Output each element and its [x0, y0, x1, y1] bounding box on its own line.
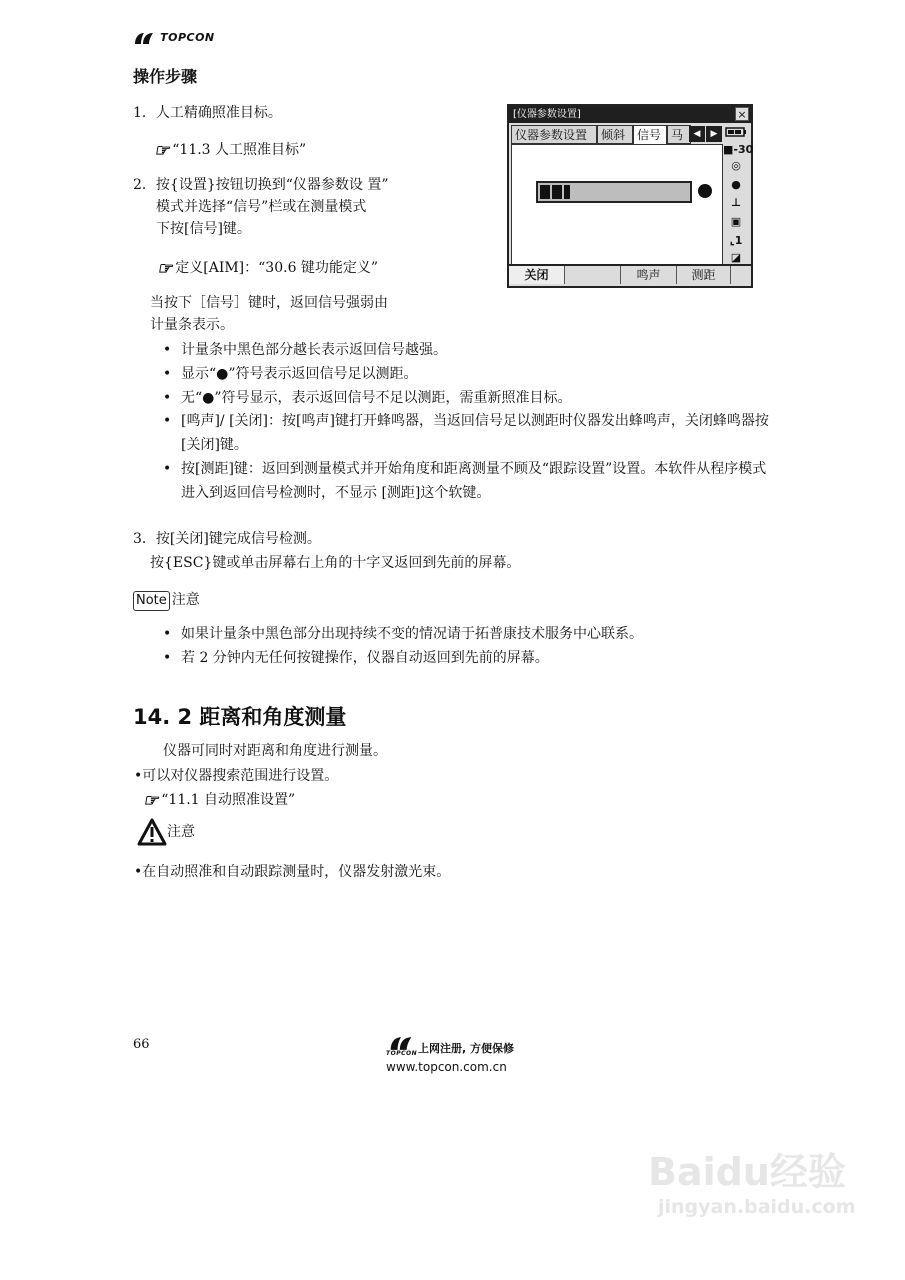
close-softkey[interactable]: 关闭 [509, 266, 565, 284]
tab-tilt[interactable]: 倾斜 [597, 125, 633, 144]
laser-icon: ◎ [731, 159, 741, 172]
empty-softkey[interactable] [565, 266, 621, 284]
tab-instrument-params[interactable]: 仪器参数设置 [511, 125, 597, 144]
procedure-heading: 操作步骤 [133, 67, 198, 86]
step-3-line-1: 3．按[关闭]键完成信号检测。 [133, 531, 321, 547]
caution-label: 注意 [167, 824, 195, 840]
reference-2-text: 定义[AIM]：“30.6 键功能定义” [175, 260, 379, 276]
caution-text: •在自动照准和自动跟踪测量时，仪器发射激光束。 [134, 864, 451, 880]
target-icon: ● [731, 178, 741, 191]
reference-2 [157, 258, 378, 279]
footer-url[interactable]: www.topcon.com.cn [386, 1060, 507, 1074]
footer-logo [386, 1035, 526, 1079]
section-reference-text: “11.1 自动照准设置” [161, 792, 296, 808]
reference-1-text: “11.3 人工照准目标” [172, 142, 307, 158]
pointing-hand-icon: ☞ [154, 141, 169, 161]
baidu-watermark-url: jingyan.baidu.com [658, 1196, 856, 1218]
measure-softkey[interactable]: 测距 [677, 266, 731, 284]
tab-signal[interactable]: 信号 [633, 125, 667, 144]
bullet-item: • 显示“●”符号表示返回信号足以测距。 [163, 366, 418, 382]
bullet-item: • 按[测距]键：返回到测量模式并开始角度和距离测量不顾及“跟踪设置”设置。本软件从程序模式进入到返回信号检测时，不显示 [测距]这个软键。 [163, 461, 767, 501]
baidu-watermark-logo: Baidu经验 [648, 1150, 846, 1194]
footer-brand: TOPCON [386, 1050, 418, 1057]
topcon-wordmark: TOPCON [160, 31, 215, 44]
step-1: 1．人工精确照准目标。 [133, 105, 282, 121]
screen-title-bar [509, 106, 751, 123]
topcon-mark-icon [388, 1035, 414, 1051]
signal-panel [511, 144, 723, 266]
section-intro: 仪器可同时对距离和角度进行测量。 [163, 743, 387, 759]
paragraph-line-1: 当按下［信号］键时，返回信号强弱由 [150, 295, 388, 311]
edit-icon: ◪ [730, 251, 742, 264]
note-bullet: • 若 2 分钟内无任何按键操作，仪器自动返回到先前的屏幕。 [163, 650, 549, 666]
tab-scroll-right-icon[interactable]: ▶ [706, 126, 722, 142]
beep-softkey[interactable]: 鸣声 [621, 266, 677, 284]
bullet-item: • 计量条中黑色部分越长表示返回信号越强。 [163, 342, 447, 358]
close-icon[interactable]: × [735, 107, 749, 121]
signal-meter-fill [540, 185, 570, 199]
instrument-screen [507, 104, 753, 288]
step-2-line-1: 2．按{设置}按钮切换到“仪器参数设 置” [133, 177, 389, 193]
page-number: 66 [133, 1037, 150, 1052]
warning-icon [137, 818, 167, 846]
footer-slogan: 上网注册, 方便保修 [418, 1042, 515, 1055]
topcon-mark-icon [133, 31, 155, 45]
pointing-hand-icon: ☞ [157, 259, 172, 279]
signal-ok-dot-icon [698, 184, 712, 198]
note-icon: Note [133, 591, 170, 611]
softkey-bar [509, 264, 751, 286]
prism-constant-icon: ■-30 [723, 143, 754, 156]
input-mode-icon: ⌞1 [729, 234, 743, 247]
bullet-item: • 无“●”符号显示，表示返回信号不足以测距，需重新照准目标。 [163, 390, 572, 406]
paragraph-line-2: 计量条表示。 [150, 317, 234, 333]
screen-title: [仪器参数设置] [513, 109, 581, 120]
pointing-hand-icon: ☞ [143, 791, 158, 811]
reference-1 [154, 140, 306, 161]
step-2-line-2: 模式并选择“信号”栏或在测量模式 [156, 199, 367, 215]
step-2-line-3: 下按[信号]键。 [156, 221, 251, 237]
caution-heading [137, 818, 195, 846]
bullet-item: • [鸣声]/ [关闭]：按[鸣声]键打开蜂鸣器，当返回信号足以测距时仪器发出蜂鸣声，关闭蜂鸣器按[关闭]键。 [163, 413, 769, 453]
note-heading [133, 590, 200, 611]
note-bullet: • 如果计量条中黑色部分出现持续不变的情况请于拓普康技术服务中心联系。 [163, 626, 643, 642]
section-title: 14. 2 距离和角度测量 [133, 705, 347, 729]
step-3-line-2: 按{ESC}键或单击屏幕右上角的十字叉返回到先前的屏幕。 [150, 555, 521, 571]
tilt-icon: ⊥ [730, 196, 742, 209]
topcon-logo [133, 27, 215, 46]
status-icon-column [723, 125, 754, 266]
tab-motor[interactable]: 马 [667, 125, 691, 144]
section-reference [143, 790, 295, 811]
section-bullet: •可以对仪器搜索范围进行设置。 [134, 768, 339, 784]
note-label: 注意 [171, 592, 200, 608]
instrument-icon: ▣ [730, 215, 742, 228]
empty-softkey[interactable] [731, 266, 751, 284]
baidu-watermark [648, 1150, 856, 1220]
battery-icon [723, 127, 749, 141]
tab-scroll-left-icon[interactable]: ◀ [689, 126, 705, 142]
signal-meter [536, 181, 692, 203]
